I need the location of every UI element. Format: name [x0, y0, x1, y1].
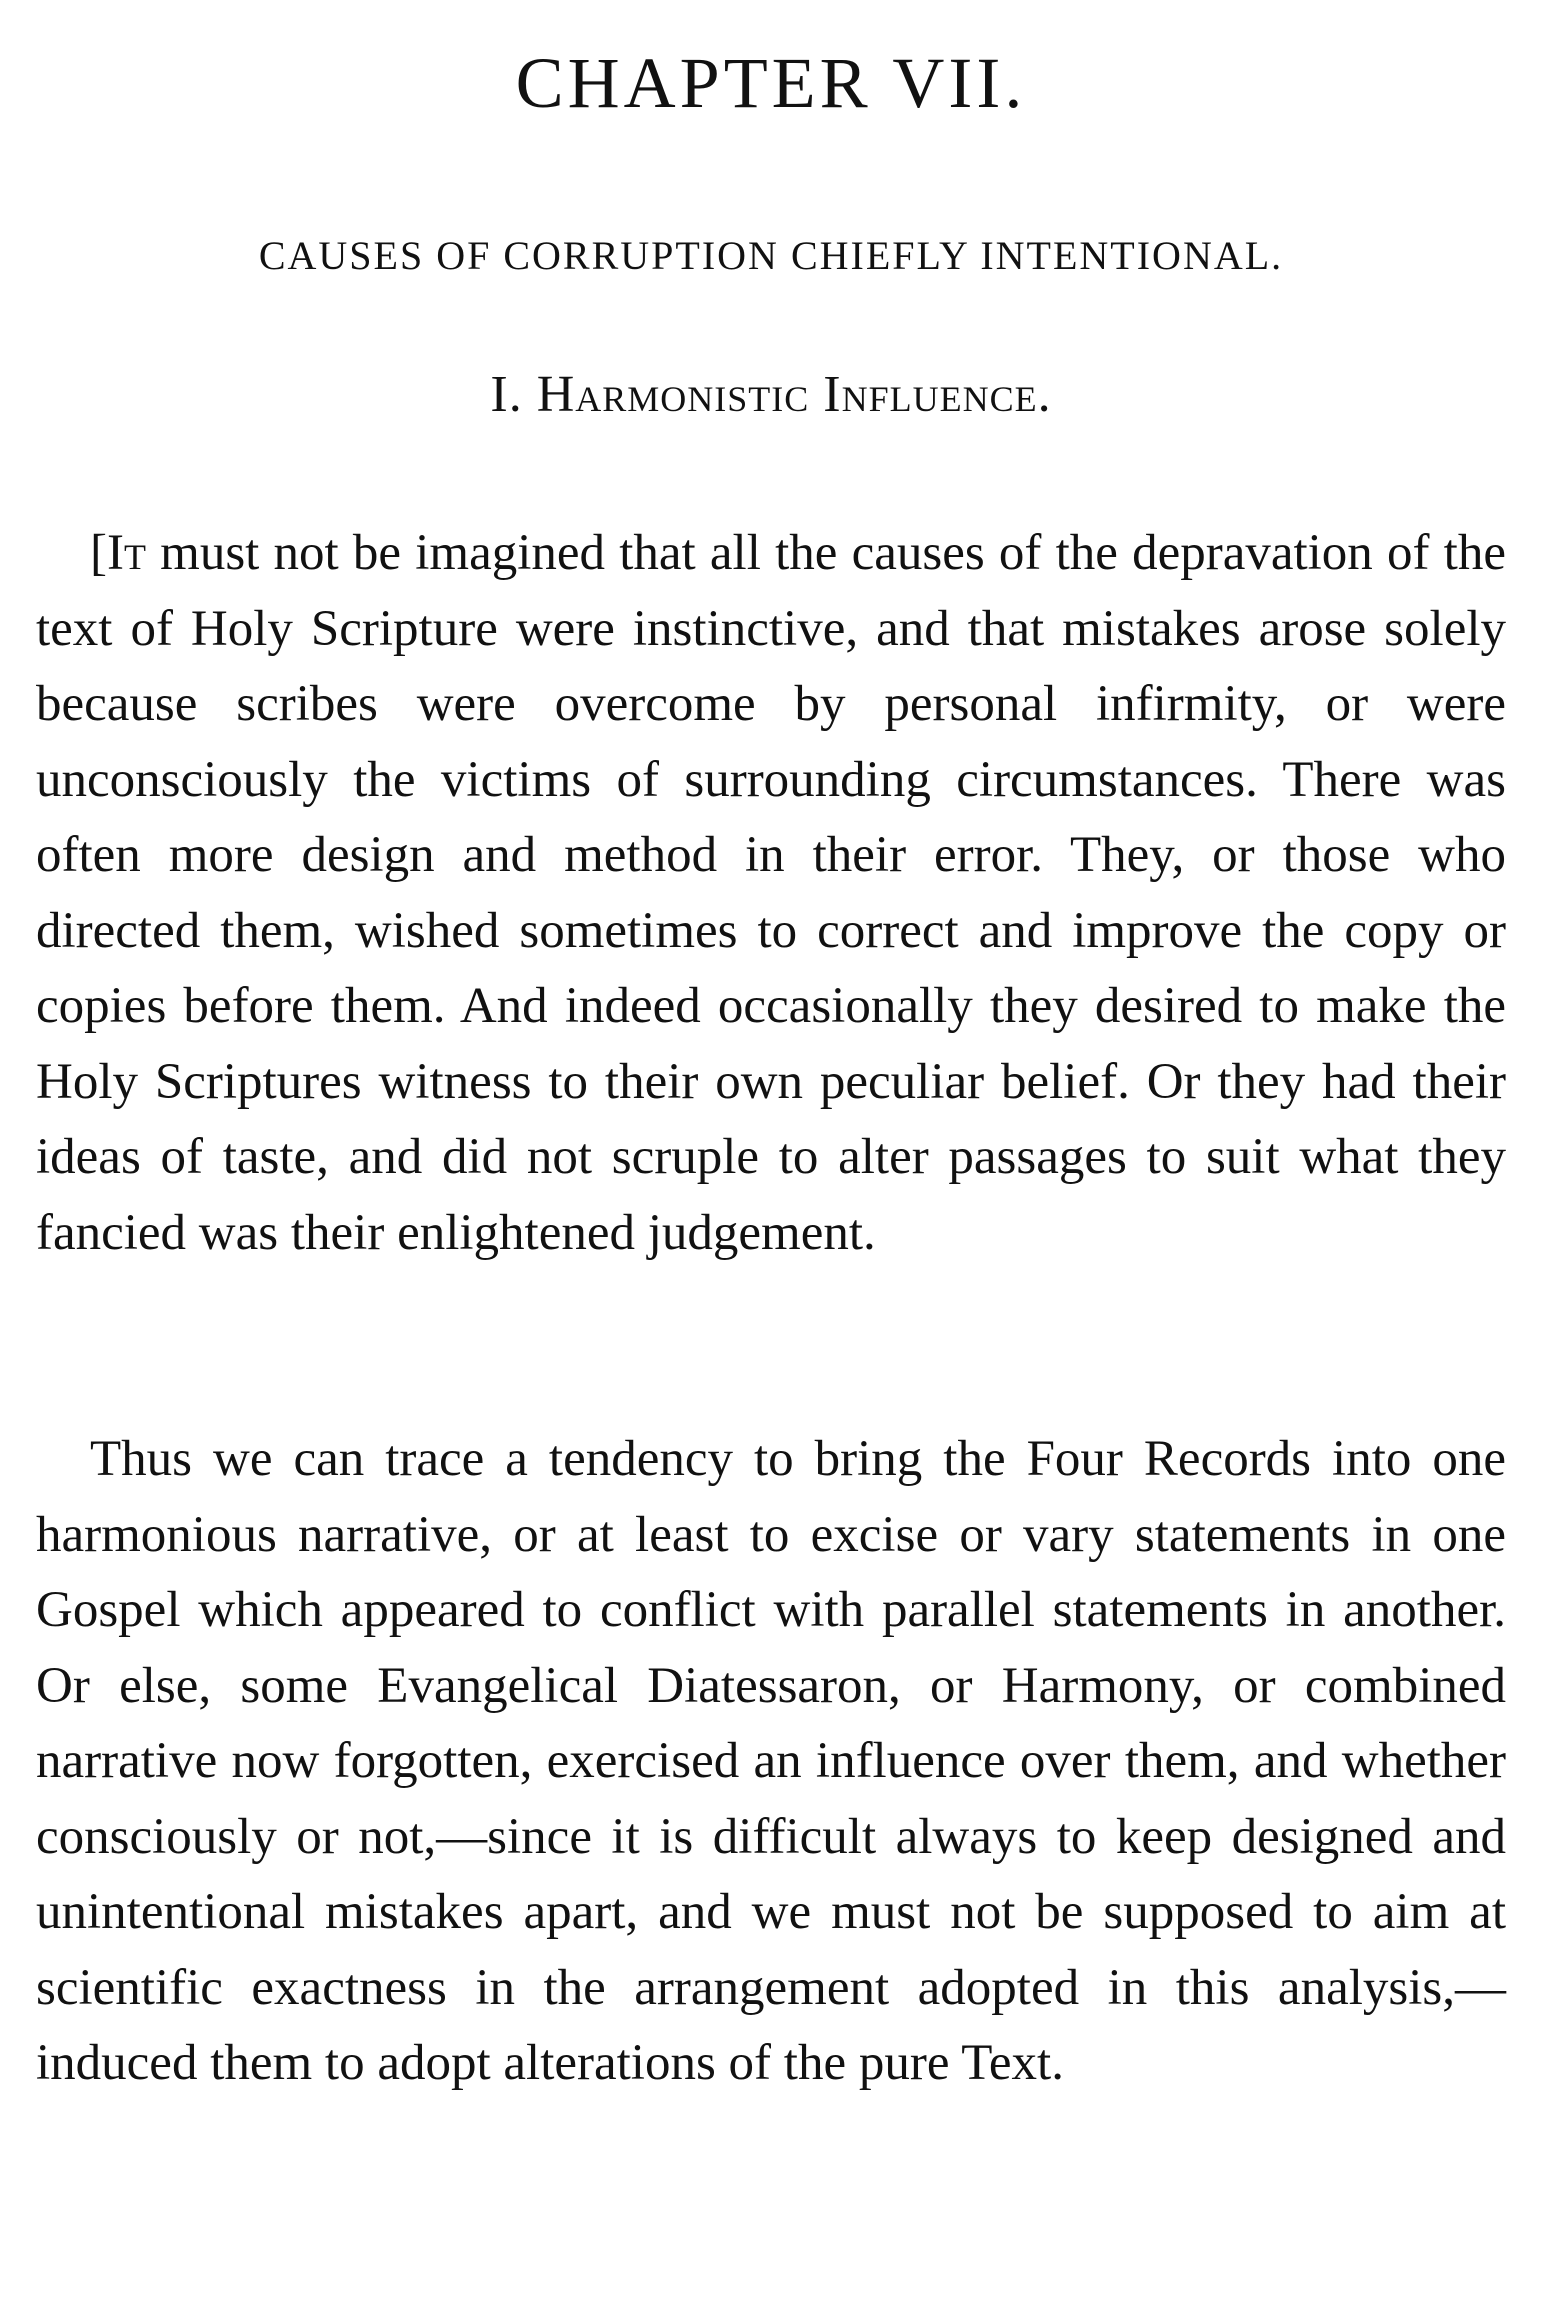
body-paragraph	[36, 1422, 1506, 2102]
chapter-subtitle: CAUSES OF CORRUPTION CHIEFLY INTENTIONAL.	[258, 233, 1284, 278]
paragraph-text: Thus we can trace a tendency to bring the Four Records into one harmonious narrative, or at least to excise or vary statements in one Gospel which appeared to conflict with parallel statements in another. Or else, some Evangelical Diatessaron, or Harmony, or combined narrative now forgotten, exercised an influence over them, and whether consciously or not,—since it is difficult always to keep designed and unintentional mistakes apart, and we must not be supposed to aim at scientific exactness in the arrangement adopted in this analysis,—induced them to adopt alterations of the pure Text.	[36, 1431, 1506, 2091]
body-paragraph	[36, 516, 1506, 1271]
section-title: I. Harmonistic Influence.	[490, 366, 1052, 423]
paragraph-text: must not be imagined that all the causes of the depravation of the text of Holy Scripture were instinctive, and that mistakes arose solely because scribes were overcome by personal infirmity, or were unconsciously the victims of surrounding circumstances. There was often more design and method in their error. They, or those who directed them, wished sometimes to correct and improve the copy or copies before them. And indeed occasionally they desired to make the Holy Scriptures witness to their own peculiar belief. Or they had their ideas of taste, and did not scruple to alter passages to suit what they fancied was their enlightened judgement.	[36, 525, 1506, 1261]
chapter-title: CHAPTER VII.	[515, 43, 1027, 123]
paragraph-lead: [It	[90, 525, 146, 581]
